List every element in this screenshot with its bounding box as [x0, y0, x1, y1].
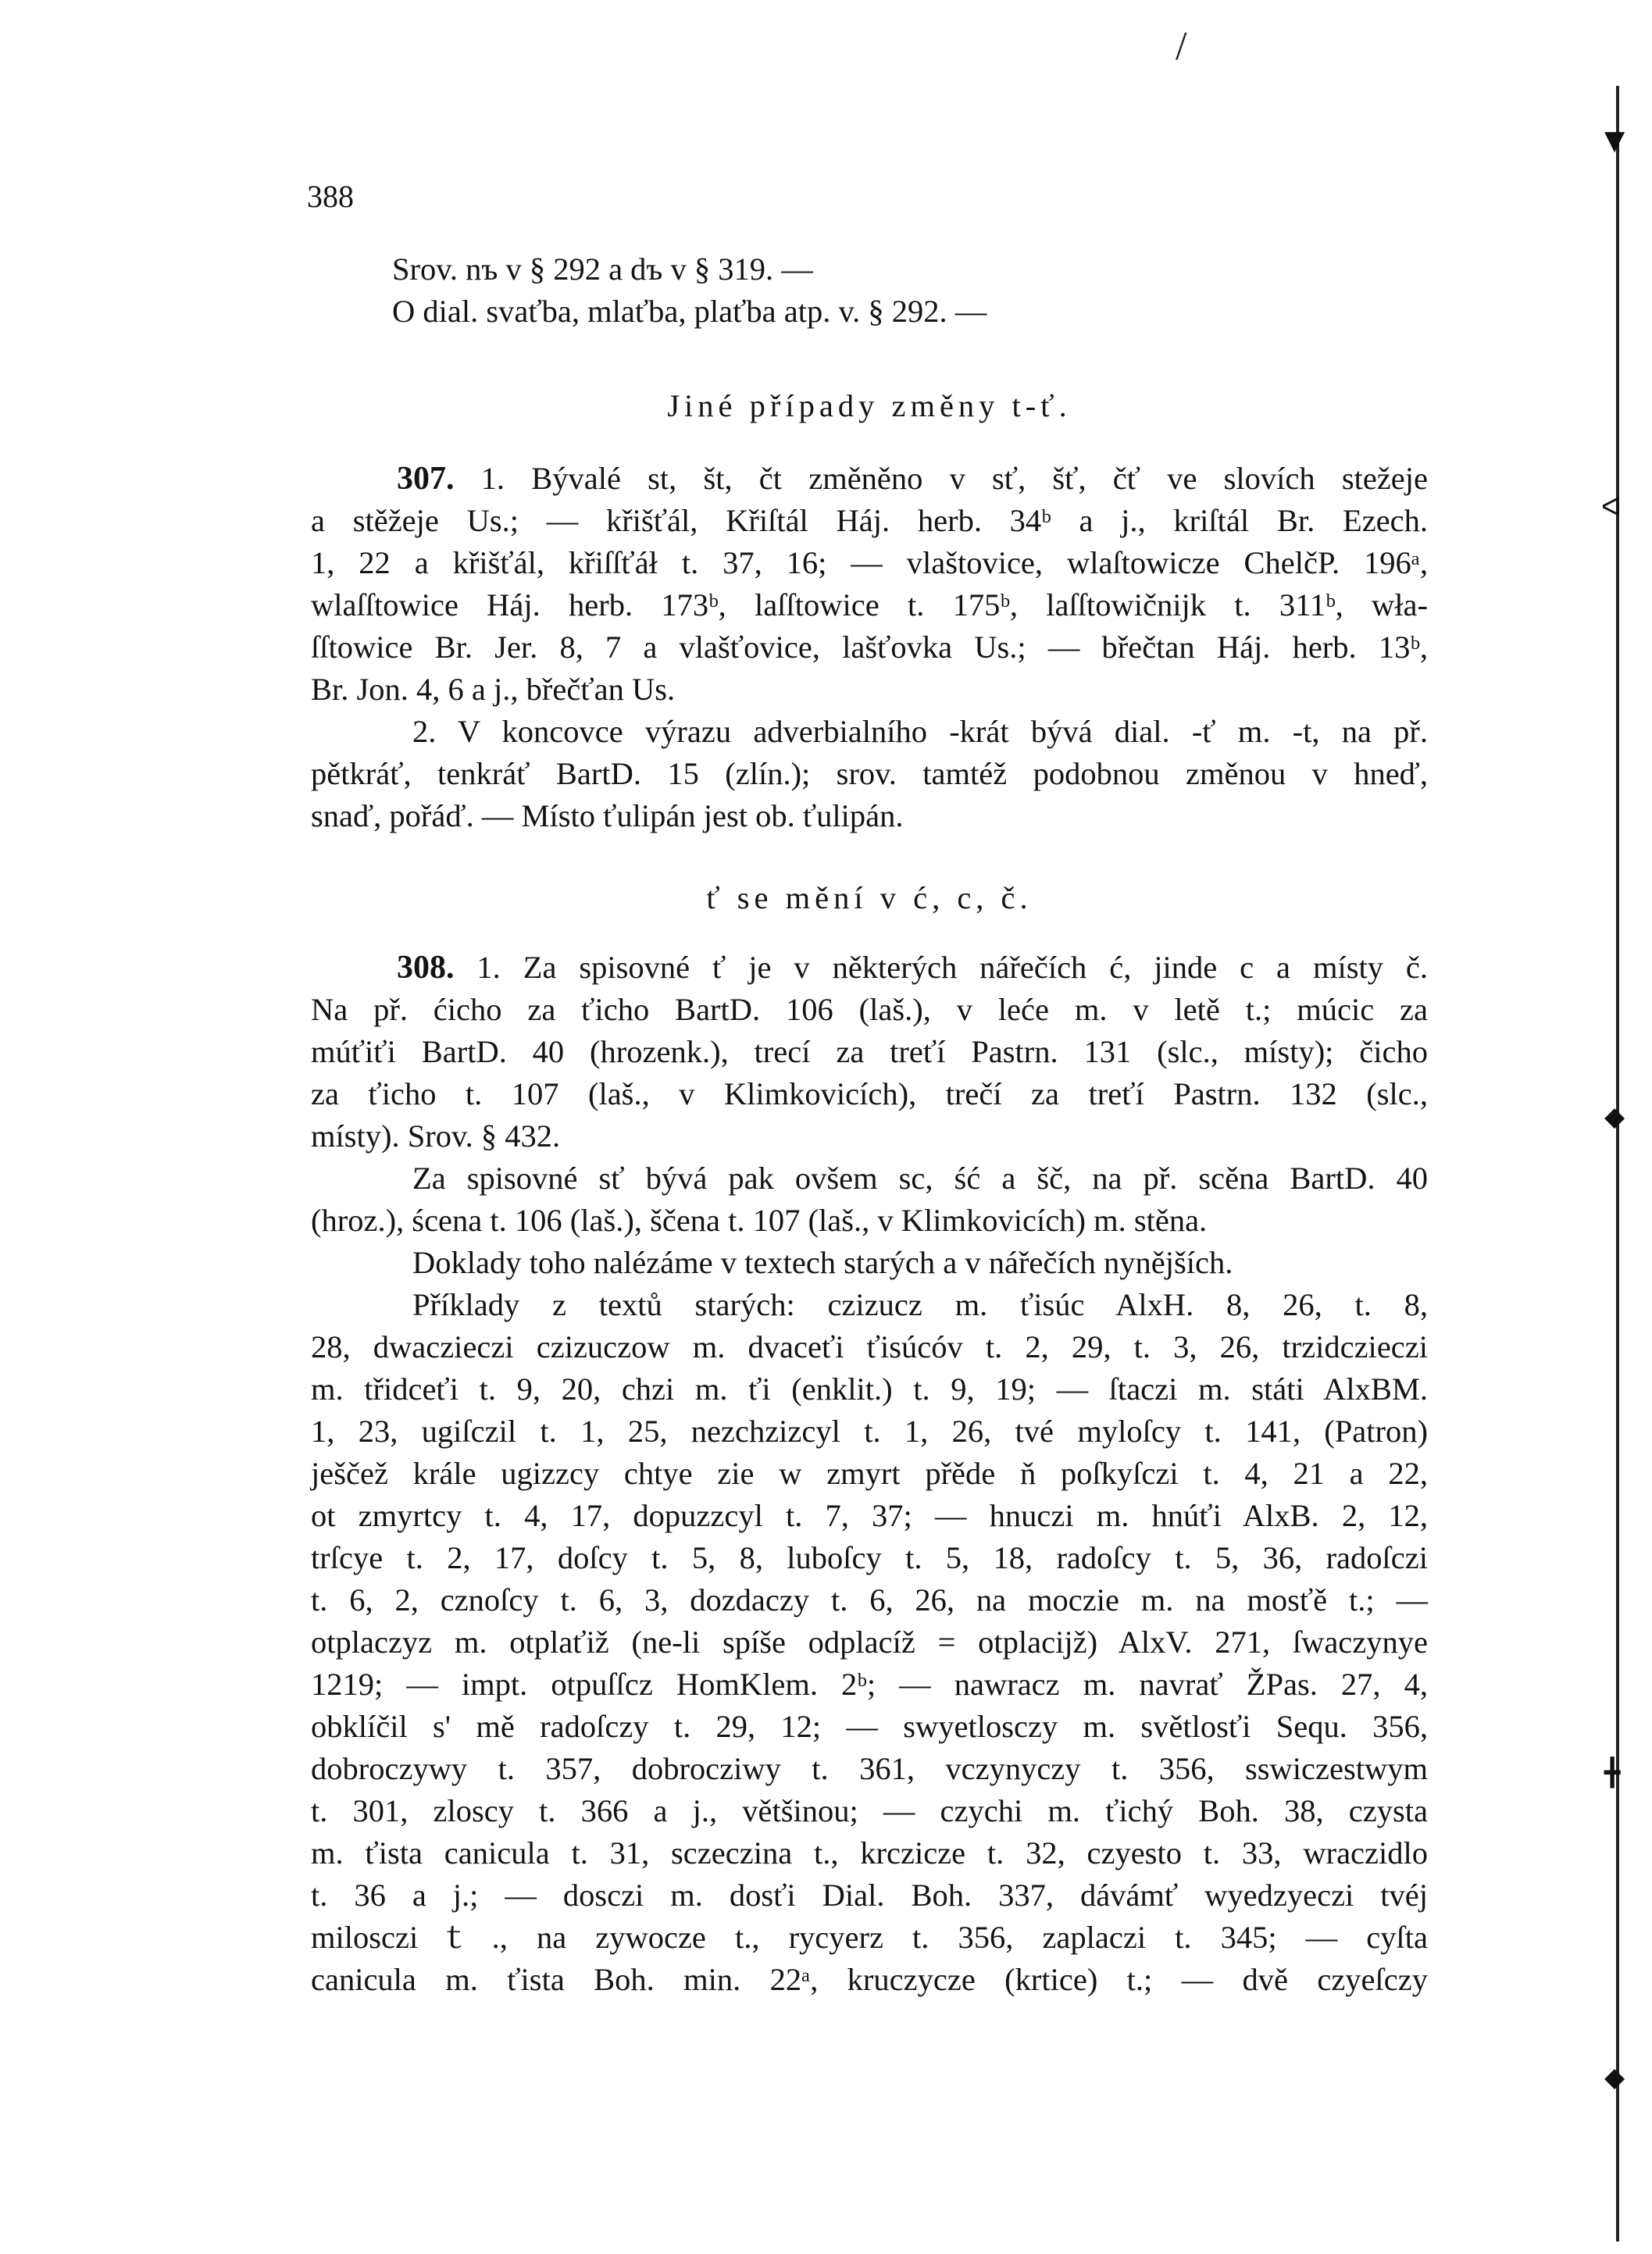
- section-308: [311, 947, 1428, 2001]
- section-308-para4: dobroczywy t. 357, dobrocziwy t. 361, vczynyczy t. 356, sswiczestwym: [311, 1751, 1428, 1786]
- section-308-line: za ťicho t. 107 (laš., v Klimkovicích), trečí za treťí Pastrn. 132 (slc.,: [311, 1076, 1428, 1111]
- section-308-para4: t. 36 a j.; — dosczi m. dosťi Dial. Boh. 337, dávámť wyedzyeczi tvéj: [311, 1878, 1428, 1913]
- section-308-para4: trſcye t. 2, 17, doſcy t. 5, 8, luboſcy t. 5, 18, radoſcy t. 5, 36, radoſczi: [311, 1540, 1428, 1575]
- intro-line: O dial. svaťba, mlaťba, plaťba atp. v. § 292. —: [392, 294, 987, 329]
- section-308-line: místy). Srov. § 432.: [311, 1118, 561, 1154]
- section-308-para4: ot zmyrtcy t. 4, 17, dopuzzcyl t. 7, 37; — hnuczi m. hnúťi AlxB. 2, 12,: [311, 1498, 1428, 1533]
- page-number: 388: [307, 179, 354, 214]
- section-308-para2: Za spisovné sť bývá pak ovšem sc, ść a šč, na př. scěna BartD. 40: [412, 1161, 1428, 1196]
- section-308-first-line: [311, 947, 1428, 989]
- intro-block: [311, 248, 1428, 333]
- section-heading-1: Jiné případy změny t-ť.: [667, 388, 1072, 423]
- section-number: 308.: [397, 950, 455, 986]
- section-308-para4: otplaczyz m. otplaťiž (ne-li spíše odplacíž = otplacijž) AlxV. 271, ſwaczynye: [311, 1625, 1428, 1660]
- section-307-point2: snaď, pořáď. — Místo ťulipán jest ob. ťulipán.: [311, 798, 904, 833]
- edge-mark: ▼: [1604, 125, 1625, 156]
- section-308-para2: (hroz.), ścena t. 106 (laš.), ščena t. 107 (laš., v Klimkovicích) m. stěna.: [311, 1203, 1208, 1238]
- section-308-para4: 28, dwaczieczi czizuczow m. dvaceťi ťisúcóv t. 2, 29, t. 3, 26, trzidczieczi: [311, 1329, 1428, 1364]
- section-308-para4: 1, 23, ugiſczil t. 1, 25, nezchzizcyl t. 1, 26, tvé myloſcy t. 141, (Patron): [311, 1414, 1428, 1449]
- edge-mark: ◆: [1604, 2062, 1625, 2093]
- section-308-para4: ješčež krále ugizzcy chtye zie w zmyrt přěde ň poſkyſczi t. 4, 21 a 22,: [311, 1456, 1428, 1491]
- section-heading-2: ť se mění v ć, c, č.: [706, 880, 1033, 915]
- section-307-line: a stěžeje Us.; — křišťál, Křiſtál Háj. herb. 34ᵇ a j., kriſtál Br. Ezech.: [311, 503, 1428, 538]
- page-edge-line: [1616, 86, 1619, 2242]
- stray-mark: /: [1176, 24, 1187, 69]
- section-308-para4: m. ťista canicula t. 31, sczeczina t., krczicze t. 32, czyesto t. 33, wraczidlo: [311, 1835, 1428, 1871]
- section-307-line: ſſtowice Br. Jer. 8, 7 a vlašťovice, lašťovka Us.; — břečtan Háj. herb. 13ᵇ,: [311, 629, 1428, 665]
- section-307: [311, 458, 1428, 837]
- section-307-line: Br. Jon. 4, 6 a j., břečťan Us.: [311, 672, 676, 707]
- section-308-para4: miloscziｔ., na zywocze t., rycyerz t. 356, zaplaczi t. 345; — cyſta: [311, 1920, 1428, 1955]
- edge-mark: ᐊ: [1601, 492, 1622, 523]
- section-308-para4: obklíčil s' mě radoſczy t. 29, 12; — swyetlosczy m. světlosťi Sequ. 356,: [311, 1709, 1428, 1744]
- section-308-para4: t. 301, zloscy t. 366 a j., většinou; — czychi m. ťichý Boh. 38, czysta: [311, 1793, 1428, 1828]
- intro-line: Srov. nъ v § 292 a dъ v § 319. —: [392, 251, 813, 287]
- section-307-line: 1, 22 a křišťál, křiſſťáł t. 37, 16; — vlaštovice, wlaſtowicze ChelčP. 196ᵃ,: [311, 545, 1428, 580]
- section-308-line: Na př. ćicho za ťicho BartD. 106 (laš.), v leće m. v letě t.; múcic za: [311, 992, 1428, 1027]
- section-308-para3: Doklady toho nalézáme v textech starých a v nářečích nynějších.: [412, 1245, 1233, 1280]
- section-308-line: múťiťi BartD. 40 (hrozenk.), trecí za treťí Pastrn. 131 (slc., místy); čicho: [311, 1034, 1428, 1069]
- section-307-point2: 2. V koncovce výrazu adverbialního -krát bývá dial. -ť m. -t, na př.: [412, 714, 1428, 749]
- section-307-line: wlaſſtowice Háj. herb. 173ᵇ, laſſtowice t. 175ᵇ, laſſtowičnijk t. 311ᵇ, wła-: [311, 587, 1428, 622]
- section-308-para4: Příklady z textů starých: czizucz m. ťisúc AlxH. 8, 26, t. 8,: [412, 1287, 1428, 1322]
- section-307-point2: pětkráť, tenkráť BartD. 15 (zlín.); srov. tamtéž podobnou změnou v hneď,: [311, 756, 1428, 791]
- section-308-text: 1. Za spisovné ť je v některých nářečích ć, jinde c a místy č.: [454, 950, 1428, 985]
- edge-mark: ◆: [1604, 1101, 1625, 1132]
- section-307-first-line: [311, 458, 1428, 500]
- section-number: 307.: [397, 461, 455, 497]
- section-308-para4: m. třidceťi t. 9, 20, chzi m. ťi (enklit.) t. 9, 19; — ſtaczi m. státi AlxBM.: [311, 1371, 1428, 1407]
- section-308-para4: canicula m. ťista Boh. min. 22ᵃ, kruczycze (krtice) t.; — dvě czyeſczy: [311, 1962, 1428, 1997]
- section-308-para4: 1219; — impt. otpuſſcz HomKlem. 2ᵇ; — nawracz m. navrať ŽPas. 27, 4,: [311, 1667, 1428, 1702]
- edge-mark: ╋: [1604, 1757, 1621, 1789]
- section-308-para4: t. 6, 2, cznoſcy t. 6, 3, dozdaczy t. 6, 26, na moczie m. na mosťě t.; —: [311, 1582, 1428, 1617]
- section-307-text: 1. Bývalé st, št, čt změněno v sť, šť, čť ve slovích stežeje: [454, 461, 1428, 496]
